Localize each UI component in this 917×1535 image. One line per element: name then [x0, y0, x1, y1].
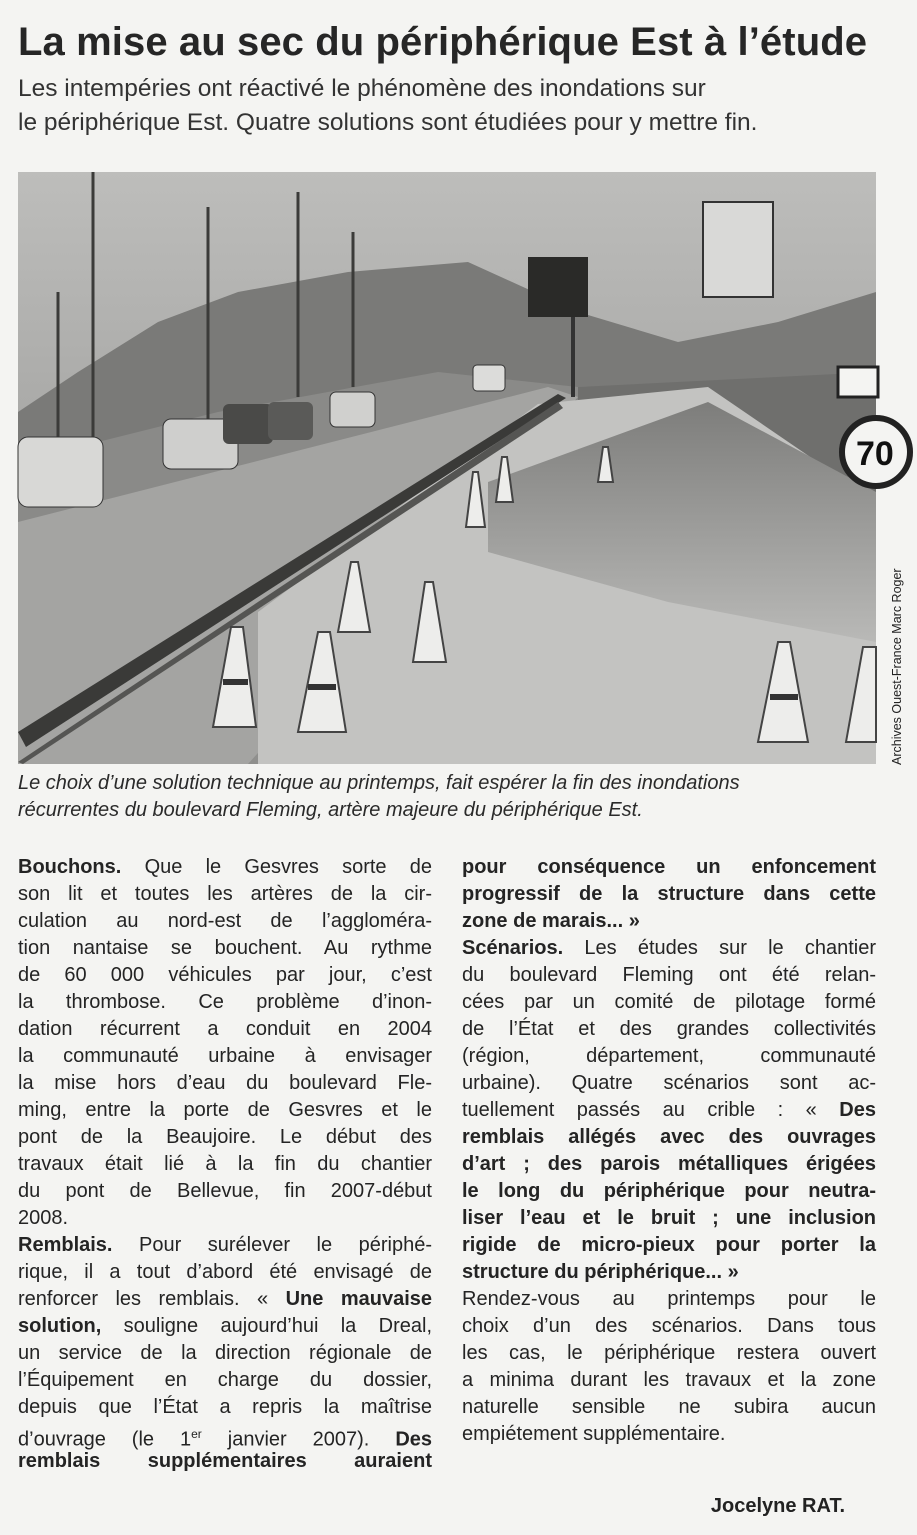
article-text-line	[18, 1340, 432, 1367]
article-text-line	[18, 935, 432, 962]
standfirst-line: Les intempéries ont réactivé le phénomène des inondations sur	[18, 75, 706, 102]
article-text-line	[462, 1070, 876, 1097]
article-text-line	[18, 1421, 433, 1451]
bold-text: Des	[839, 1099, 876, 1121]
text-run: ming, entre la porte de Gesvres et le	[18, 1099, 432, 1121]
bold-text: Scénarios.	[462, 937, 564, 959]
bold-text: remblais allégés avec des ouvrages	[462, 1126, 876, 1148]
article-text-line	[18, 1043, 432, 1070]
bold-text: remblais supplémentaires auraient	[18, 1450, 432, 1472]
bold-text: rigide de micro-pieux pour porter la	[462, 1234, 876, 1256]
bold-text: progressif de la structure dans cette	[462, 883, 876, 905]
article-text-line	[18, 1070, 432, 1097]
text-run: er	[191, 1427, 202, 1441]
photo-credit: Archives Ouest-France Marc Roger	[890, 568, 904, 765]
bold-text: Bouchons.	[18, 856, 122, 878]
text-run: rique, il a tout d’abord été envisagé de	[18, 1261, 432, 1283]
article-text-line	[18, 1151, 432, 1178]
article-text-line	[462, 989, 876, 1016]
text-run: renforcer les remblais. «	[18, 1288, 286, 1310]
article-text-line	[462, 1016, 876, 1043]
text-run: naturelle sensible ne subira aucun	[462, 1396, 876, 1418]
text-run: la mise hors d’eau du boulevard Fle-	[18, 1072, 432, 1094]
text-run: 2008.	[18, 1207, 69, 1229]
text-run: Que le Gesvres sorte de	[121, 856, 432, 878]
article-headline: La mise au sec du périphérique Est à l’étude	[18, 20, 868, 64]
photo-caption	[18, 770, 898, 824]
bold-text: solution,	[18, 1315, 102, 1337]
text-run: son lit et toutes les artères de la cir-	[18, 883, 432, 905]
text-run: janvier 2007).	[201, 1428, 396, 1451]
article-text-line	[462, 1421, 876, 1448]
article-text-line	[462, 1259, 876, 1286]
article-text-line	[462, 1205, 876, 1232]
bold-text: Des	[395, 1428, 433, 1451]
article-text-line	[18, 1097, 432, 1124]
bold-text: d’art ; des parois métalliques érigées	[462, 1153, 876, 1175]
bold-text: le long du périphérique pour neutra-	[462, 1180, 876, 1202]
article-text-line	[462, 1286, 876, 1313]
caption-line: récurrentes du boulevard Fleming, artère majeure du périphérique Est.	[18, 799, 643, 821]
text-run: un service de la direction régionale de	[18, 1342, 432, 1364]
text-run: du pont de Bellevue, fin 2007-début	[18, 1180, 432, 1202]
text-run: d’ouvrage (le 1	[18, 1428, 192, 1451]
text-run: Pour surélever le périphé-	[112, 1234, 432, 1256]
article-text-line	[18, 1232, 432, 1259]
text-run: souligne aujourd’hui la Dreal,	[101, 1315, 432, 1337]
article-text-line	[462, 1043, 876, 1070]
article-text-line	[462, 1097, 876, 1124]
text-run: les cas, le périphérique restera ouvert	[462, 1342, 876, 1364]
article-text-line	[18, 1448, 432, 1475]
article-text-line	[462, 1232, 876, 1259]
right-column	[462, 854, 876, 1448]
bold-text: Une mauvaise	[285, 1288, 433, 1310]
left-column	[18, 854, 432, 1475]
caption-line: Le choix d’une solution technique au printemps, fait espérer la fin des inondations	[18, 772, 740, 794]
article-text-line	[18, 1286, 432, 1313]
text-run: la thrombose. Ce problème d’inon-	[18, 991, 432, 1013]
article-text-line	[18, 854, 432, 881]
text-run: la communauté urbaine à envisager	[18, 1045, 432, 1067]
article-text-line	[462, 962, 876, 989]
speed-limit-sign-text: 70	[856, 435, 894, 473]
article-text-line	[462, 854, 876, 881]
article-text-line	[18, 881, 432, 908]
article-text-line	[462, 908, 876, 935]
article-text-line	[18, 1367, 432, 1394]
article-standfirst	[18, 72, 908, 140]
text-run: (région, département, communauté	[462, 1045, 876, 1067]
text-run: l’Équipement en charge du dossier,	[18, 1369, 432, 1391]
article-text-line	[462, 1151, 876, 1178]
text-run: travaux était lié à la fin du chantier	[18, 1153, 432, 1175]
bold-text: liser l’eau et le bruit ; une inclusion	[462, 1207, 876, 1229]
text-run: urbaine). Quatre scénarios sont ac-	[462, 1072, 876, 1094]
text-run: de 60 000 véhicules par jour, c’est	[18, 964, 432, 986]
article-text-line	[462, 1340, 876, 1367]
article-text-line	[462, 1124, 876, 1151]
standfirst-line: le périphérique Est. Quatre solutions sont étudiées pour y mettre fin.	[18, 109, 758, 136]
article-text-line	[18, 1178, 432, 1205]
text-run: choix d’un des scénarios. Dans tous	[462, 1315, 876, 1337]
bold-text: pour conséquence un enfoncement	[462, 856, 876, 878]
article-text-line	[18, 989, 432, 1016]
text-run: empiétement supplémentaire.	[462, 1423, 726, 1445]
article-text-line	[18, 1394, 432, 1421]
text-run: dation récurrent a conduit en 2004	[18, 1018, 432, 1040]
flooded-road-photo	[18, 172, 894, 764]
text-run: a minima durant les travaux et la zone	[462, 1369, 876, 1391]
article-text-line	[18, 1016, 432, 1043]
article-text-line	[18, 1259, 432, 1286]
text-run: depuis que l’État a repris la maîtrise	[18, 1396, 432, 1418]
article-text-line	[18, 1124, 432, 1151]
article-text-line	[18, 1205, 432, 1232]
bold-text: zone de marais... »	[462, 910, 640, 932]
text-run: du boulevard Fleming ont été relan-	[462, 964, 876, 986]
text-run: culation au nord-est de l’aggloméra-	[18, 910, 432, 932]
article-text-line	[462, 1394, 876, 1421]
article-text-line	[18, 908, 432, 935]
author-signature: Jocelyne RAT.	[710, 1495, 845, 1517]
article-text-line	[462, 1178, 876, 1205]
article-text-line	[462, 935, 876, 962]
bold-text: structure du périphérique... »	[462, 1261, 739, 1283]
article-text-line	[462, 1367, 876, 1394]
text-run: pont de la Beaujoire. Le début des	[18, 1126, 432, 1148]
text-run: cées par un comité de pilotage formé	[462, 991, 876, 1013]
text-run: Les études sur le chantier	[563, 937, 876, 959]
article-text-line	[18, 962, 432, 989]
text-run: de l’État et des grandes collectivités	[462, 1018, 876, 1040]
text-run: tuellement passés au crible : «	[462, 1099, 840, 1121]
article-text-line	[18, 1313, 432, 1340]
text-run: tion nantaise se bouchent. Au rythme	[18, 937, 432, 959]
article-text-line	[462, 1313, 876, 1340]
article-text-line	[462, 881, 876, 908]
text-run: Rendez-vous au printemps pour le	[462, 1288, 876, 1310]
bold-text: Remblais.	[18, 1234, 113, 1256]
